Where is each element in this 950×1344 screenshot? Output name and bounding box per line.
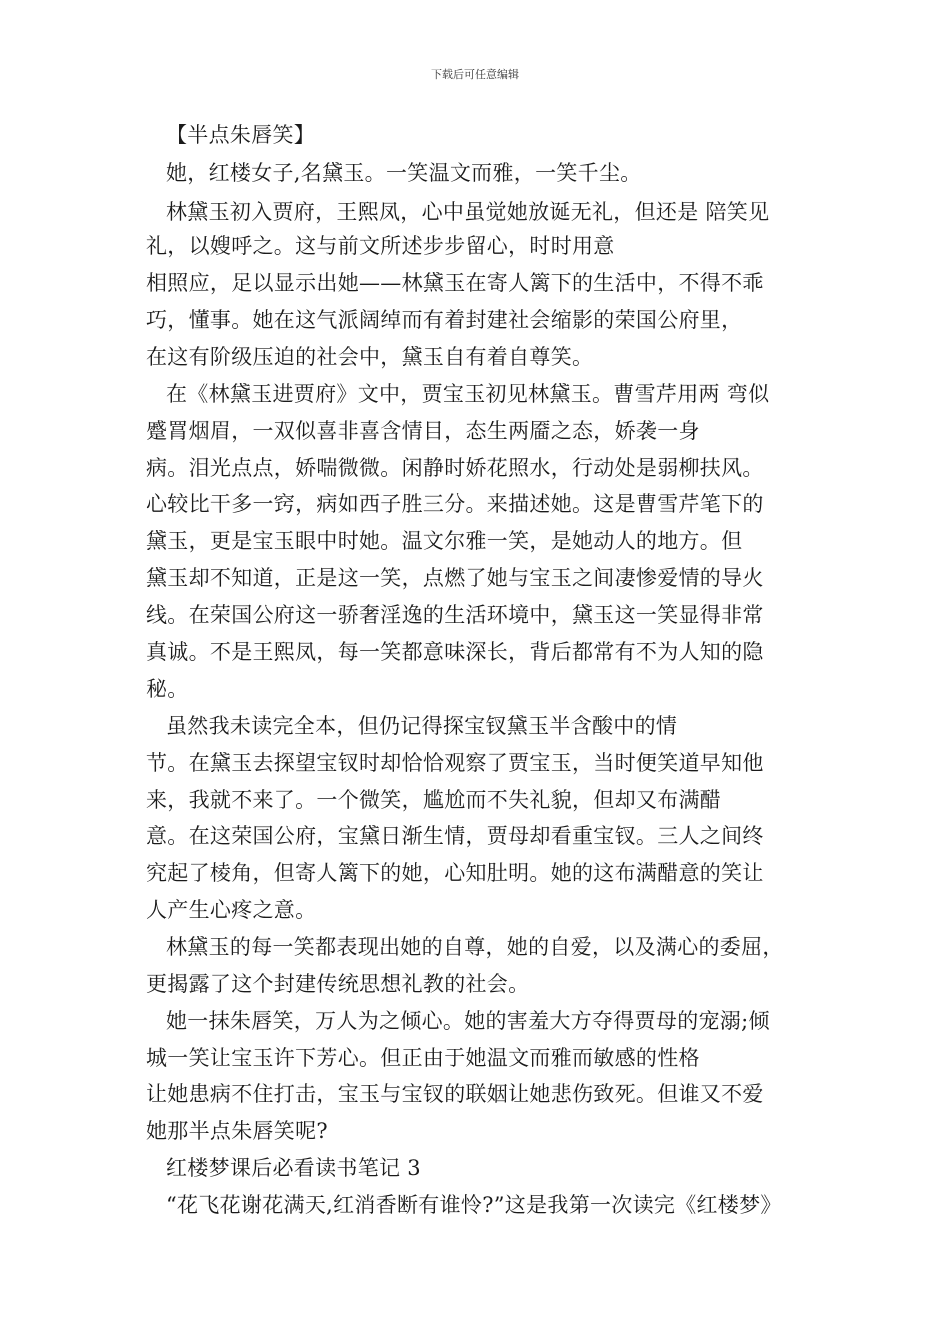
section-title: 【半点朱唇笑】 (166, 123, 316, 147)
text-line: 相照应，足以显示出她——林黛玉在寄人篱下的生活中，不得不乖 (146, 271, 764, 295)
text-line: “花飞花谢花满天,红消香断有谁怜?”这是我第一次读完《红楼梦》 (166, 1193, 782, 1217)
text-line: 林黛玉初入贾府，王熙凤，心中虽觉她放诞无礼，但还是 陪笑见 (166, 200, 770, 224)
text-line: 她，红楼女子,名黛玉。一笑温文而雅，一笑千尘。 (166, 161, 642, 185)
header-note: 下载后可任意编辑 (431, 68, 519, 81)
text-line: 秘。 (146, 677, 189, 701)
text-line: 更揭露了这个封建传统思想礼教的社会。 (146, 972, 530, 996)
text-line: 她一抹朱唇笑，万人为之倾心。她的害羞大方夺得贾母的宠溺;倾 (166, 1009, 770, 1033)
text-line: 蹙罥烟眉，一双似喜非喜含情目，态生两靥之态，娇袭一身 (146, 419, 700, 443)
text-line: 让她患病不住打击，宝玉与宝钗的联姻让她悲伤致死。但谁又不爱 (146, 1082, 764, 1106)
text-line: 究起了棱角，但寄人篱下的她，心知肚明。她的这布满醋意的笑让 (146, 861, 764, 885)
text-line: 林黛玉的每一笑都表现出她的自尊，她的自爱，以及满心的委屈， (166, 935, 784, 959)
text-line: 在这有阶级压迫的社会中，黛玉自有着自尊笑。 (146, 345, 594, 369)
text-line: 虽然我未读完全本，但仍记得探宝钗黛玉半含酸中的情 (166, 714, 678, 738)
text-line: 线。在荣国公府这一骄奢淫逸的生活环境中，黛玉这一笑显得非常 (146, 603, 764, 627)
text-line: 来，我就不来了。一个微笑，尴尬而不失礼貌，但却又布满醋 (146, 788, 722, 812)
text-line: 真诚。不是王熙凤，每一笑都意味深长，背后都常有不为人知的隐 (146, 640, 764, 664)
text-line: 人产生心疼之意。 (146, 898, 317, 922)
text-line: 心较比干多一窍，病如西子胜三分。来描述她。这是曹雪芹笔下的 (146, 492, 764, 516)
section-heading: 红楼梦课后必看读书笔记 3 (166, 1156, 421, 1180)
text-line: 节。在黛玉去探望宝钗时却恰恰观察了贾宝玉，当时便笑道早知他 (146, 751, 764, 775)
text-line: 黛玉，更是宝玉眼中时她。温文尔雅一笑，是她动人的地方。但 (146, 529, 743, 553)
text-line: 城一笑让宝玉许下芳心。但正由于她温文而雅而敏感的性格 (146, 1046, 700, 1070)
text-line: 病。泪光点点，娇喘微微。闲静时娇花照水，行动处是弱柳扶风。 (146, 456, 764, 480)
text-line: 礼，以嫂呼之。这与前文所述步步留心，时时用意 (146, 234, 615, 258)
text-line: 她那半点朱唇笑呢? (146, 1119, 328, 1143)
text-line: 意。在这荣国公府，宝黛日渐生情，贾母却看重宝钗。三人之间终 (146, 824, 764, 848)
text-line: 黛玉却不知道，正是这一笑，点燃了她与宝玉之间凄惨爱情的导火 (146, 566, 764, 590)
text-line: 在《林黛玉进贾府》文中，贾宝玉初见林黛玉。曹雪芹用两 弯似 (166, 382, 770, 406)
text-line: 巧，懂事。她在这气派阔绰而有着封建社会缩影的荣国公府里， (146, 308, 743, 332)
